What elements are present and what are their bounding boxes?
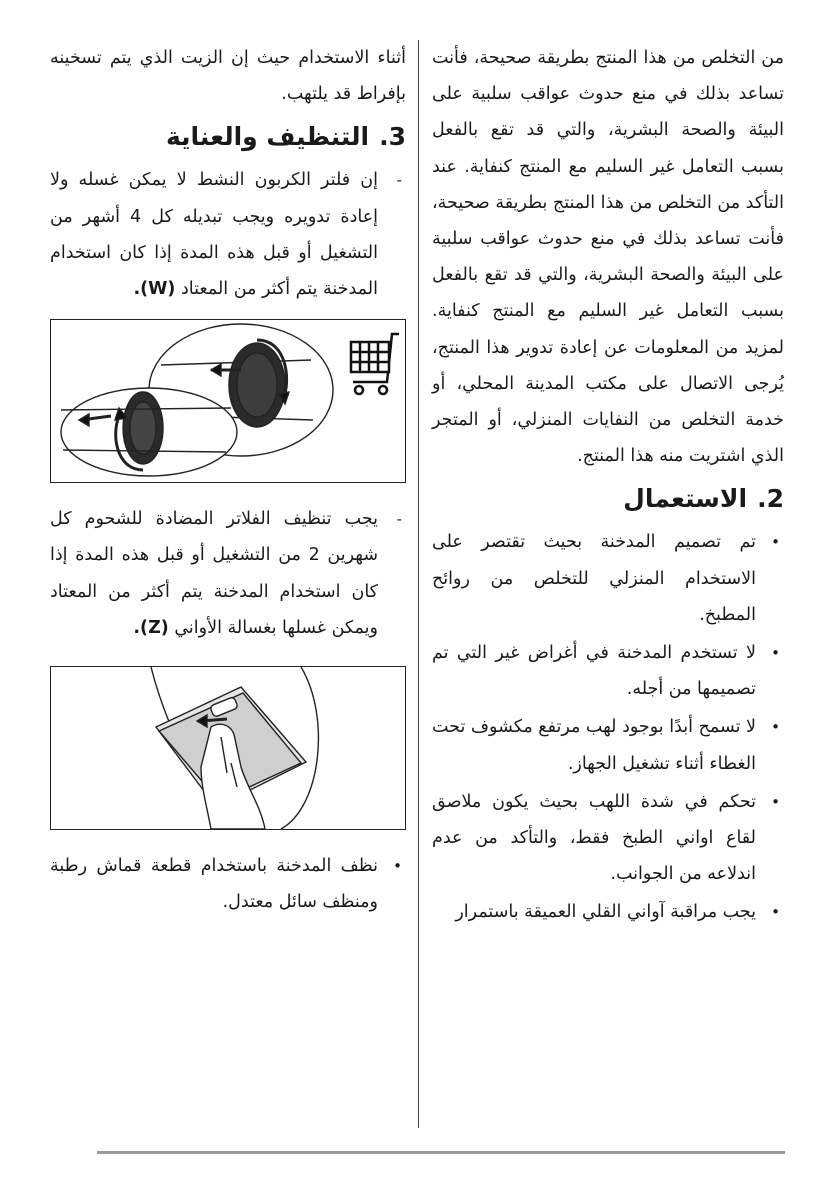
section-2-number: 2. (757, 484, 784, 514)
grease-filter-illustration (51, 667, 407, 829)
cleaning-list-3 (50, 848, 406, 920)
clean-text: نظف المدخنة باستخدام قطعة قماش رطبة ومنظف سائل معتدل. (50, 856, 378, 913)
usage-list (432, 524, 784, 930)
bullet-icon: • (771, 718, 780, 737)
list-item: • تم تصميم المدخنة بحيث تقتصر على الاستخدام المنزلي للتخلص من روائح المطبخ. (432, 524, 784, 633)
shopping-cart-icon (351, 334, 399, 394)
carbon-filter-text: إن فلتر الكربون النشط لا يمكن غسله ولا إعادة تدويره ويجب تبديله كل 4 أشهر من التشغيل أو قبل هذه المدة إذا كان استخدام المدخنة يتم أكثر من المعتاد (50, 170, 378, 300)
bullet-icon: • (771, 903, 780, 922)
dash-icon: - (396, 171, 402, 190)
list-item (50, 501, 406, 646)
figure-ref-w: (W). (133, 279, 176, 300)
dash-icon: - (396, 510, 402, 529)
grease-filter-text: يجب تنظيف الفلاتر المضادة للشحوم كل شهرين 2 من التشغيل أو قبل هذه المدة إذا كان استخدام المدخنة يتم أكثر من المعتاد ويمكن غسلها بغسالة الأواني (50, 509, 378, 638)
cleaning-list-1 (50, 162, 406, 307)
carbon-filter-figure (50, 319, 406, 483)
disposal-paragraph: من التخلص من هذا المنتج بطريقة صحيحة، فأنت تساعد بذلك في منع حدوث عواقب سلبية على البيئة والصحة البشرية، والتي قد تقع بالفعل بسبب التعامل غير السليم مع المنتج كنفاية. عند التأكد من التخلص من هذا المنتج بطريقة صحيحة، فأنت تساعد بذلك في منع حدوث عواقب سلبية على البيئة والصحة البشرية، والتي قد تقع بالفعل بسبب التعامل غير السليم مع المنتج كنفاية. لمزيد من المعلومات عن إعادة تدوير هذا المنتج، يُرجى الاتصال على مكتب المدينة المحلي، أو خدمة التخلص من النفايات المنزلي، أو المتجر الذي اشتريت منه هذا المنتج. (432, 48, 784, 467)
section-3-number: 3. (379, 122, 406, 152)
carbon-filter-illustration (51, 320, 407, 482)
column-divider (418, 40, 419, 1128)
list-item (50, 162, 406, 307)
list-item: • لا تستخدم المدخنة في أغراض غير التي تم تصميمها من أجله. (432, 635, 784, 707)
list-item (50, 848, 406, 920)
figure-ref-z: (Z). (133, 617, 169, 638)
bullet-icon: • (771, 533, 780, 552)
footer-rule (97, 1151, 785, 1154)
list-item: • يجب مراقبة آواني القلي العميقة باستمرار (432, 894, 784, 930)
list-item: • تحكم في شدة اللهب بحيث يكون ملاصق لقاع اواني الطبخ فقط، والتأكد من عدم اندلاعه من الجوانب. (432, 784, 784, 893)
section-2-title: الاستعمال (623, 484, 748, 514)
cleaning-list-2 (50, 501, 406, 646)
continuation-paragraph: أثناء الاستخدام حيث إن الزيت الذي يتم تسخينه بإفراط قد يلتهب. (50, 48, 406, 105)
grease-filter-figure (50, 666, 406, 830)
right-column (432, 40, 784, 933)
bullet-icon: • (393, 857, 402, 876)
section-3-title: التنظيف والعناية (165, 122, 370, 152)
section-3-heading (50, 118, 406, 156)
section-2-heading (432, 480, 784, 518)
left-column (50, 40, 406, 922)
list-item: • لا تسمح أبدًا بوجود لهب مرتفع مكشوف تحت الغطاء أثناء تشغيل الجهاز. (432, 709, 784, 781)
bullet-icon: • (771, 644, 780, 663)
bullet-icon: • (771, 792, 780, 811)
